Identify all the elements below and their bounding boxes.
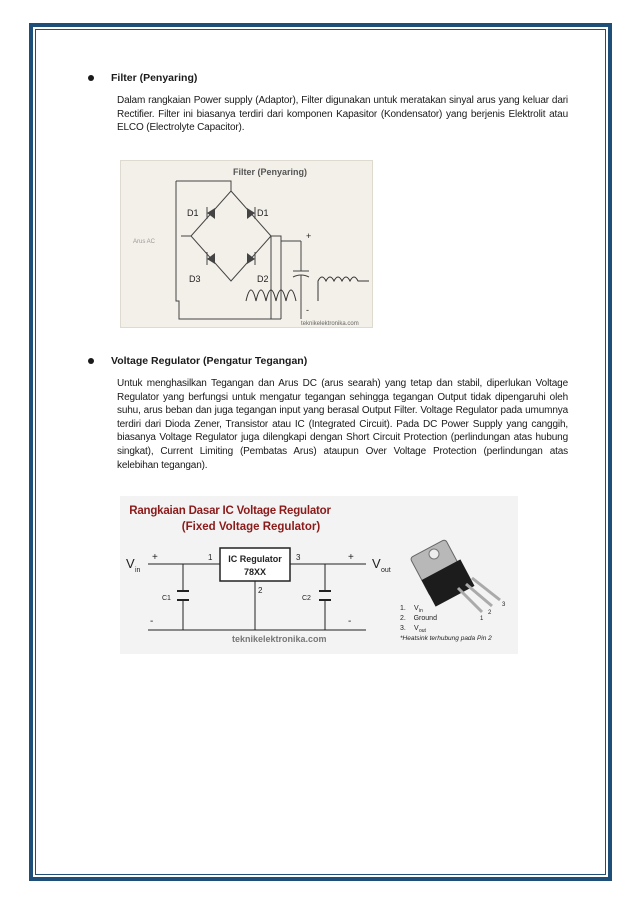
figure-filter-title: Filter (Penyaring) <box>233 167 308 177</box>
bullet-icon <box>88 75 94 81</box>
figure-filter-watermark: teknikelektronika.com <box>301 321 359 327</box>
vin-sub: in <box>135 567 141 574</box>
vout-label: V <box>372 556 381 571</box>
c1-label: C1 <box>162 595 171 602</box>
plus-sign: + <box>348 552 354 563</box>
legend-item-3-num: 3. <box>400 625 406 632</box>
bullet-heading-regulator <box>88 355 568 367</box>
legend-item-3-label: V <box>414 625 419 632</box>
section-filter <box>88 72 568 135</box>
bullet-icon <box>88 358 94 364</box>
diode-symbol <box>207 252 215 265</box>
pin-number: 2 <box>258 586 263 595</box>
package-pin-number: 2 <box>488 610 492 616</box>
package-pin-number: 1 <box>480 616 484 622</box>
pin-number: 3 <box>296 553 301 562</box>
minus-sign: - <box>306 305 309 315</box>
figure-regulator-title-2: (Fixed Voltage Regulator) <box>181 521 321 533</box>
diode-label: D1 <box>257 208 269 218</box>
bullet-heading-filter <box>88 72 568 84</box>
diode-symbol <box>247 252 255 265</box>
figure-regulator-title-1: Rangkaian Dasar IC Voltage Regulator <box>129 505 331 517</box>
figure-regulator-watermark: teknikelektronika.com <box>232 634 327 644</box>
legend-item-1-num: 1. <box>400 605 406 612</box>
to220-package-icon <box>410 539 500 612</box>
package-pin-number: 3 <box>502 602 506 608</box>
section-voltage-regulator <box>88 355 568 472</box>
legend-item-1-sub: in <box>419 608 423 614</box>
ic-part-number: 78XX <box>243 567 267 577</box>
heading-filter: Filter (Penyaring) <box>111 72 198 84</box>
legend-note: *Heatsink terhubung pada Pin 2 <box>400 635 492 642</box>
diode-label: D2 <box>257 274 269 284</box>
paragraph-voltage-regulator: Untuk menghasilkan Tegangan dan Arus DC (arus searah) yang tetap dan stabil, diperlukan Voltage Regulator yang berfungsi untuk mengatur tegangan sehingga tegangan Output tidak dipengaruhi oleh suhu, arus beban dan juga tegangan input yang berasal Output Filter. Voltage Regulator pada umumnya terdiri dari Dioda Zener, Transistor atau IC (Integrated Circuit). Pada DC Power Supply yang canggih, biasanya Voltage Regulator juga dilengkapi dengan Short Circuit Protection (perlindungan atas hubung singkat), Current Limiting (Pembatas Arus) ataupun Over Voltage Protection (perlindungan atas kelebihan tegangan). <box>117 378 568 471</box>
minus-sign: - <box>348 616 352 627</box>
legend-item-1-label: V <box>414 605 419 612</box>
legend-item-2: 2. Ground <box>400 615 437 622</box>
legend-item-3-sub: out <box>419 628 426 634</box>
vin-label: V <box>126 556 135 571</box>
figure-filter-circuit <box>120 160 373 328</box>
diode-label: D3 <box>189 274 201 284</box>
pin-number: 1 <box>208 553 213 562</box>
heading-voltage-regulator: Voltage Regulator (Pengatur Tegangan) <box>111 355 308 367</box>
vout-sub: out <box>381 567 391 574</box>
c2-label: C2 <box>302 595 311 602</box>
plus-sign: + <box>152 552 158 563</box>
paragraph-filter: Dalam rangkaian Power supply (Adaptor), Filter digunakan untuk meratakan sinyal arus yang keluar dari Rectifier. Filter ini biasanya terdiri dari komponen Kapasitor (Kondensator) yang berjenis Elektrolit atau ELCO (Electrolyte Capacitor). <box>117 95 568 134</box>
plus-sign: + <box>306 231 312 241</box>
diode-label: D1 <box>187 208 199 218</box>
minus-sign: - <box>150 616 154 627</box>
input-label: Arus AC <box>133 239 156 245</box>
figure-voltage-regulator <box>120 496 518 654</box>
ic-label: IC Regulator <box>228 554 282 564</box>
